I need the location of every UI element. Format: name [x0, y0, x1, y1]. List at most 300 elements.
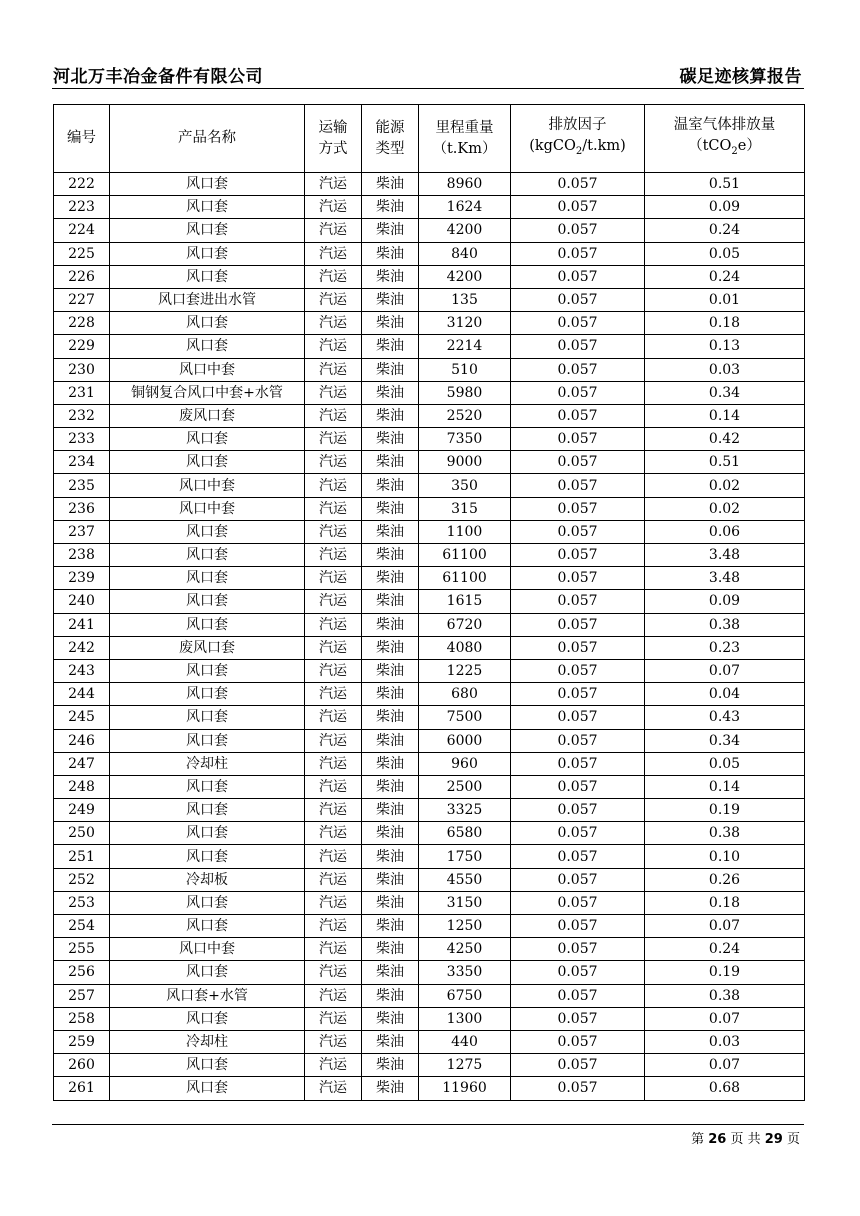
table-row: [54, 381, 805, 404]
cell-distance: 960: [419, 752, 511, 775]
cell-energy: 柴油: [362, 706, 419, 729]
cell-factor: 0.057: [511, 173, 645, 196]
table-row: [54, 706, 805, 729]
cell-no: 251: [54, 845, 110, 868]
cell-energy: 柴油: [362, 474, 419, 497]
cell-energy: 柴油: [362, 891, 419, 914]
cell-no: 261: [54, 1077, 110, 1100]
table-row: [54, 636, 805, 659]
cell-product-name: 风口套: [110, 335, 305, 358]
cell-no: 237: [54, 520, 110, 543]
cell-energy: 柴油: [362, 799, 419, 822]
report-title: 碳足迹核算报告: [679, 67, 802, 87]
cell-product-name: 风口套: [110, 775, 305, 798]
cell-product-name: 风口套: [110, 961, 305, 984]
cell-transport: 汽运: [305, 312, 362, 335]
cell-distance: 135: [419, 288, 511, 311]
cell-product-name: 废风口套: [110, 404, 305, 427]
cell-energy: 柴油: [362, 265, 419, 288]
cell-distance: 4550: [419, 868, 511, 891]
cell-transport: 汽运: [305, 659, 362, 682]
cell-ghg: 0.06: [645, 520, 805, 543]
cell-product-name: 风口中套: [110, 474, 305, 497]
cell-factor: 0.057: [511, 915, 645, 938]
cell-ghg: 0.26: [645, 868, 805, 891]
cell-transport: 汽运: [305, 196, 362, 219]
cell-ghg: 0.01: [645, 288, 805, 311]
cell-ghg: 0.38: [645, 822, 805, 845]
cell-distance: 4080: [419, 636, 511, 659]
cell-transport: 汽运: [305, 729, 362, 752]
cell-energy: 柴油: [362, 312, 419, 335]
cell-transport: 汽运: [305, 474, 362, 497]
cell-factor: 0.057: [511, 544, 645, 567]
cell-distance: 2214: [419, 335, 511, 358]
cell-distance: 4250: [419, 938, 511, 961]
cell-product-name: 风口中套: [110, 497, 305, 520]
cell-no: 256: [54, 961, 110, 984]
cell-ghg: 0.23: [645, 636, 805, 659]
cell-transport: 汽运: [305, 428, 362, 451]
cell-energy: 柴油: [362, 451, 419, 474]
cell-no: 235: [54, 474, 110, 497]
table-row: [54, 520, 805, 543]
cell-energy: 柴油: [362, 1007, 419, 1030]
cell-distance: 3325: [419, 799, 511, 822]
cell-distance: 61100: [419, 567, 511, 590]
cell-no: 224: [54, 219, 110, 242]
cell-no: 226: [54, 265, 110, 288]
emission-table: [53, 104, 805, 1101]
cell-transport: 汽运: [305, 961, 362, 984]
cell-distance: 7500: [419, 706, 511, 729]
cell-distance: 350: [419, 474, 511, 497]
cell-transport: 汽运: [305, 822, 362, 845]
table-row: [54, 219, 805, 242]
cell-distance: 3150: [419, 891, 511, 914]
cell-factor: 0.057: [511, 659, 645, 682]
cell-energy: 柴油: [362, 775, 419, 798]
cell-transport: 汽运: [305, 381, 362, 404]
cell-factor: 0.057: [511, 729, 645, 752]
cell-transport: 汽运: [305, 1007, 362, 1030]
cell-factor: 0.057: [511, 567, 645, 590]
cell-transport: 汽运: [305, 1054, 362, 1077]
cell-product-name: 风口套: [110, 520, 305, 543]
cell-transport: 汽运: [305, 520, 362, 543]
cell-transport: 汽运: [305, 636, 362, 659]
table-row: [54, 845, 805, 868]
cell-product-name: 风口套: [110, 683, 305, 706]
col-header-no: 编号: [54, 105, 110, 173]
cell-energy: 柴油: [362, 358, 419, 381]
cell-energy: 柴油: [362, 381, 419, 404]
cell-distance: 1225: [419, 659, 511, 682]
table-row: [54, 451, 805, 474]
cell-distance: 9000: [419, 451, 511, 474]
cell-product-name: 风口套: [110, 1077, 305, 1100]
cell-ghg: 0.05: [645, 242, 805, 265]
cell-energy: 柴油: [362, 242, 419, 265]
cell-product-name: 风口套: [110, 590, 305, 613]
cell-no: 248: [54, 775, 110, 798]
cell-product-name: 风口套: [110, 451, 305, 474]
cell-distance: 7350: [419, 428, 511, 451]
cell-energy: 柴油: [362, 1030, 419, 1053]
cell-factor: 0.057: [511, 775, 645, 798]
cell-factor: 0.057: [511, 265, 645, 288]
cell-no: 253: [54, 891, 110, 914]
cell-factor: 0.057: [511, 404, 645, 427]
cell-distance: 1275: [419, 1054, 511, 1077]
col-header-product-name: 产品名称: [110, 105, 305, 173]
cell-energy: 柴油: [362, 938, 419, 961]
cell-distance: 3350: [419, 961, 511, 984]
cell-ghg: 0.03: [645, 358, 805, 381]
table-row: [54, 868, 805, 891]
cell-energy: 柴油: [362, 1054, 419, 1077]
table-row: [54, 799, 805, 822]
cell-factor: 0.057: [511, 1054, 645, 1077]
cell-product-name: 风口套: [110, 196, 305, 219]
cell-product-name: 风口套: [110, 312, 305, 335]
cell-transport: 汽运: [305, 868, 362, 891]
cell-ghg: 0.04: [645, 683, 805, 706]
table-row: [54, 567, 805, 590]
cell-factor: 0.057: [511, 706, 645, 729]
cell-product-name: 风口套: [110, 613, 305, 636]
cell-product-name: 冷却板: [110, 868, 305, 891]
cell-no: 232: [54, 404, 110, 427]
cell-ghg: 0.51: [645, 451, 805, 474]
cell-energy: 柴油: [362, 613, 419, 636]
cell-ghg: 0.07: [645, 1054, 805, 1077]
table-row: [54, 775, 805, 798]
table-row: [54, 961, 805, 984]
cell-factor: 0.057: [511, 1007, 645, 1030]
cell-distance: 3120: [419, 312, 511, 335]
cell-factor: 0.057: [511, 358, 645, 381]
cell-ghg: 3.48: [645, 544, 805, 567]
cell-ghg: 0.42: [645, 428, 805, 451]
cell-transport: 汽运: [305, 358, 362, 381]
cell-distance: 1250: [419, 915, 511, 938]
cell-factor: 0.057: [511, 845, 645, 868]
cell-ghg: 0.09: [645, 196, 805, 219]
cell-factor: 0.057: [511, 636, 645, 659]
cell-distance: 4200: [419, 219, 511, 242]
cell-no: 258: [54, 1007, 110, 1030]
cell-distance: 6720: [419, 613, 511, 636]
cell-factor: 0.057: [511, 428, 645, 451]
col-header-ghg: 温室气体排放量 （tCO$_2$e）: [645, 105, 805, 173]
cell-ghg: 3.48: [645, 567, 805, 590]
cell-distance: 1100: [419, 520, 511, 543]
cell-distance: 840: [419, 242, 511, 265]
cell-product-name: 风口中套: [110, 938, 305, 961]
cell-distance: 680: [419, 683, 511, 706]
cell-no: 260: [54, 1054, 110, 1077]
cell-ghg: 0.18: [645, 312, 805, 335]
cell-no: 259: [54, 1030, 110, 1053]
cell-energy: 柴油: [362, 822, 419, 845]
cell-no: 225: [54, 242, 110, 265]
cell-product-name: 风口套: [110, 265, 305, 288]
table-row: [54, 1054, 805, 1077]
cell-distance: 6580: [419, 822, 511, 845]
cell-no: 233: [54, 428, 110, 451]
cell-transport: 汽运: [305, 683, 362, 706]
cell-energy: 柴油: [362, 845, 419, 868]
cell-factor: 0.057: [511, 219, 645, 242]
cell-transport: 汽运: [305, 1030, 362, 1053]
cell-transport: 汽运: [305, 265, 362, 288]
cell-no: 252: [54, 868, 110, 891]
cell-factor: 0.057: [511, 242, 645, 265]
cell-energy: 柴油: [362, 1077, 419, 1100]
cell-factor: 0.057: [511, 497, 645, 520]
cell-product-name: 风口套: [110, 891, 305, 914]
cell-ghg: 0.07: [645, 659, 805, 682]
table-row: [54, 659, 805, 682]
cell-ghg: 0.07: [645, 1007, 805, 1030]
cell-energy: 柴油: [362, 752, 419, 775]
cell-factor: 0.057: [511, 196, 645, 219]
cell-factor: 0.057: [511, 381, 645, 404]
table-row: [54, 288, 805, 311]
cell-transport: 汽运: [305, 938, 362, 961]
cell-ghg: 0.18: [645, 891, 805, 914]
cell-transport: 汽运: [305, 845, 362, 868]
table-row: [54, 173, 805, 196]
cell-product-name: 风口套: [110, 1007, 305, 1030]
cell-factor: 0.057: [511, 288, 645, 311]
cell-ghg: 0.51: [645, 173, 805, 196]
table-row: [54, 335, 805, 358]
cell-factor: 0.057: [511, 868, 645, 891]
cell-energy: 柴油: [362, 288, 419, 311]
cell-energy: 柴油: [362, 683, 419, 706]
cell-factor: 0.057: [511, 520, 645, 543]
cell-product-name: 风口套: [110, 544, 305, 567]
cell-ghg: 0.02: [645, 497, 805, 520]
table-row: [54, 1077, 805, 1100]
cell-distance: 2520: [419, 404, 511, 427]
cell-energy: 柴油: [362, 497, 419, 520]
table-row: [54, 613, 805, 636]
cell-energy: 柴油: [362, 984, 419, 1007]
cell-ghg: 0.13: [645, 335, 805, 358]
cell-distance: 315: [419, 497, 511, 520]
cell-energy: 柴油: [362, 590, 419, 613]
cell-no: 222: [54, 173, 110, 196]
cell-no: 247: [54, 752, 110, 775]
cell-ghg: 0.34: [645, 729, 805, 752]
cell-product-name: 风口套: [110, 173, 305, 196]
cell-no: 238: [54, 544, 110, 567]
footer-divider: [52, 1124, 804, 1125]
cell-ghg: 0.14: [645, 404, 805, 427]
cell-transport: 汽运: [305, 613, 362, 636]
cell-distance: 5980: [419, 381, 511, 404]
cell-no: 255: [54, 938, 110, 961]
cell-product-name: 风口套: [110, 659, 305, 682]
cell-ghg: 0.10: [645, 845, 805, 868]
cell-product-name: 风口套: [110, 822, 305, 845]
cell-factor: 0.057: [511, 1030, 645, 1053]
cell-transport: 汽运: [305, 891, 362, 914]
table-row: [54, 474, 805, 497]
cell-product-name: 风口套进出水管: [110, 288, 305, 311]
cell-ghg: 0.14: [645, 775, 805, 798]
col-header-distance: 里程重量 （t.Km）: [419, 105, 511, 173]
cell-energy: 柴油: [362, 544, 419, 567]
cell-no: 231: [54, 381, 110, 404]
cell-ghg: 0.03: [645, 1030, 805, 1053]
cell-product-name: 风口套: [110, 428, 305, 451]
table-row: [54, 358, 805, 381]
cell-distance: 8960: [419, 173, 511, 196]
cell-distance: 510: [419, 358, 511, 381]
table-row: [54, 242, 805, 265]
cell-no: 244: [54, 683, 110, 706]
cell-factor: 0.057: [511, 335, 645, 358]
cell-product-name: 风口套: [110, 1054, 305, 1077]
cell-product-name: 冷却柱: [110, 1030, 305, 1053]
cell-factor: 0.057: [511, 984, 645, 1007]
table-row: [54, 752, 805, 775]
table-row: [54, 404, 805, 427]
cell-no: 230: [54, 358, 110, 381]
table-row: [54, 1030, 805, 1053]
cell-no: 254: [54, 915, 110, 938]
cell-transport: 汽运: [305, 335, 362, 358]
cell-ghg: 0.02: [645, 474, 805, 497]
cell-product-name: 风口套: [110, 219, 305, 242]
cell-ghg: 0.19: [645, 961, 805, 984]
cell-distance: 61100: [419, 544, 511, 567]
cell-product-name: 风口套: [110, 706, 305, 729]
table-row: [54, 891, 805, 914]
cell-energy: 柴油: [362, 428, 419, 451]
cell-product-name: 风口套: [110, 729, 305, 752]
cell-no: 249: [54, 799, 110, 822]
cell-no: 223: [54, 196, 110, 219]
cell-ghg: 0.24: [645, 219, 805, 242]
header-divider: [52, 88, 804, 89]
cell-ghg: 0.07: [645, 915, 805, 938]
table-row: [54, 265, 805, 288]
cell-product-name: 风口套: [110, 242, 305, 265]
cell-ghg: 0.24: [645, 265, 805, 288]
cell-factor: 0.057: [511, 752, 645, 775]
cell-energy: 柴油: [362, 520, 419, 543]
cell-transport: 汽运: [305, 984, 362, 1007]
cell-transport: 汽运: [305, 544, 362, 567]
cell-no: 227: [54, 288, 110, 311]
table-row: [54, 428, 805, 451]
table-row: [54, 915, 805, 938]
cell-product-name: 风口套: [110, 845, 305, 868]
cell-energy: 柴油: [362, 567, 419, 590]
cell-product-name: 铜钢复合风口中套+水管: [110, 381, 305, 404]
cell-transport: 汽运: [305, 288, 362, 311]
cell-energy: 柴油: [362, 404, 419, 427]
cell-transport: 汽运: [305, 590, 362, 613]
cell-factor: 0.057: [511, 683, 645, 706]
table-row: [54, 544, 805, 567]
cell-no: 236: [54, 497, 110, 520]
cell-ghg: 0.24: [645, 938, 805, 961]
cell-no: 240: [54, 590, 110, 613]
cell-energy: 柴油: [362, 219, 419, 242]
cell-product-name: 风口套: [110, 567, 305, 590]
cell-no: 250: [54, 822, 110, 845]
cell-ghg: 0.09: [645, 590, 805, 613]
cell-factor: 0.057: [511, 938, 645, 961]
cell-distance: 4200: [419, 265, 511, 288]
cell-transport: 汽运: [305, 915, 362, 938]
cell-no: 239: [54, 567, 110, 590]
table-row: [54, 312, 805, 335]
cell-transport: 汽运: [305, 799, 362, 822]
col-header-transport: 运输 方式: [305, 105, 362, 173]
cell-factor: 0.057: [511, 961, 645, 984]
cell-distance: 440: [419, 1030, 511, 1053]
cell-no: 257: [54, 984, 110, 1007]
cell-factor: 0.057: [511, 822, 645, 845]
cell-transport: 汽运: [305, 497, 362, 520]
cell-distance: 1300: [419, 1007, 511, 1030]
cell-transport: 汽运: [305, 219, 362, 242]
cell-product-name: 风口中套: [110, 358, 305, 381]
cell-no: 246: [54, 729, 110, 752]
cell-energy: 柴油: [362, 196, 419, 219]
cell-distance: 1624: [419, 196, 511, 219]
cell-distance: 11960: [419, 1077, 511, 1100]
cell-transport: 汽运: [305, 567, 362, 590]
table-row: [54, 1007, 805, 1030]
cell-ghg: 0.43: [645, 706, 805, 729]
col-header-energy: 能源 类型: [362, 105, 419, 173]
cell-transport: 汽运: [305, 1077, 362, 1100]
cell-distance: 1750: [419, 845, 511, 868]
cell-factor: 0.057: [511, 891, 645, 914]
cell-ghg: 0.68: [645, 1077, 805, 1100]
cell-no: 242: [54, 636, 110, 659]
cell-distance: 1615: [419, 590, 511, 613]
cell-ghg: 0.38: [645, 613, 805, 636]
cell-energy: 柴油: [362, 961, 419, 984]
cell-no: 229: [54, 335, 110, 358]
cell-factor: 0.057: [511, 590, 645, 613]
cell-no: 245: [54, 706, 110, 729]
cell-factor: 0.057: [511, 613, 645, 636]
cell-product-name: 风口套+水管: [110, 984, 305, 1007]
table-body: [54, 173, 805, 1101]
cell-product-name: 废风口套: [110, 636, 305, 659]
cell-energy: 柴油: [362, 636, 419, 659]
cell-product-name: 风口套: [110, 915, 305, 938]
page-number: 第 26 页 共 29 页: [691, 1132, 800, 1147]
cell-product-name: 冷却柱: [110, 752, 305, 775]
table-row: [54, 497, 805, 520]
cell-distance: 6000: [419, 729, 511, 752]
table-row: [54, 729, 805, 752]
table-row: [54, 938, 805, 961]
table-row: [54, 683, 805, 706]
cell-no: 234: [54, 451, 110, 474]
